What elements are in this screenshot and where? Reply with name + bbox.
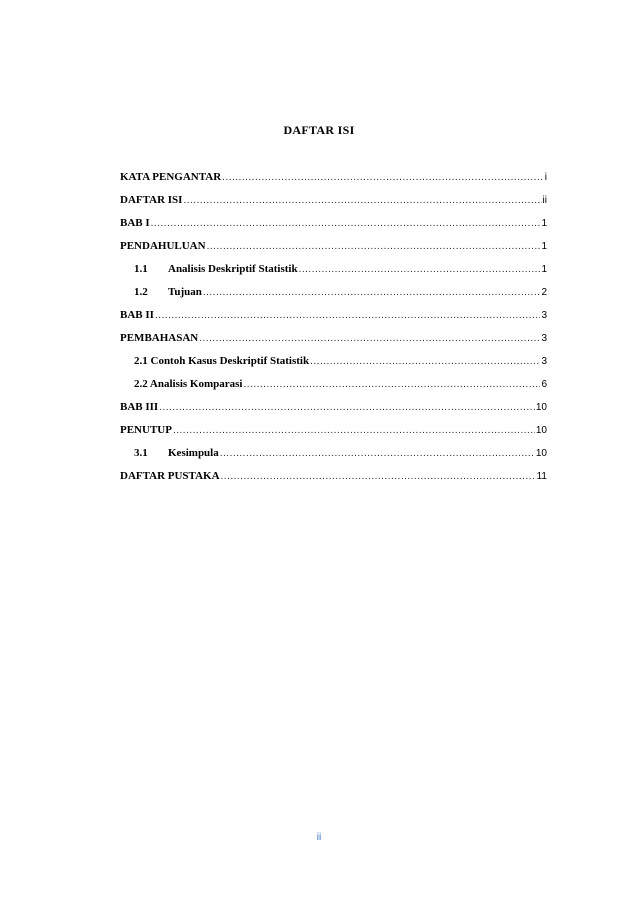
toc-entry-number: 1.1 [134,263,148,275]
toc-entry[interactable] [120,309,547,332]
toc-entry-label: PENDAHULUAN [120,240,206,252]
toc-entry-label: KATA PENGANTAR [120,171,222,183]
dot-leader [173,425,535,436]
toc-entry-page: 10 [535,448,547,459]
dot-leader [222,172,544,183]
dot-leader [151,218,541,229]
toc-entry-page: 6 [541,379,547,390]
toc-entry-label: DAFTAR ISI [120,194,183,206]
toc-entry-page: 3 [541,310,547,321]
toc-entry-page: 10 [535,425,547,436]
dot-leader [183,195,541,206]
toc-entry-label: Analisis Deskriptif Statistik [168,263,298,275]
toc-entry-page: ii [542,195,547,206]
toc-entry[interactable] [120,194,547,217]
dot-leader [299,264,541,275]
dot-leader [220,448,535,459]
toc-entry[interactable] [120,217,547,240]
toc-entry[interactable] [120,355,547,378]
toc-entry[interactable] [120,263,547,286]
toc-entry-label: DAFTAR PUSTAKA [120,470,220,482]
dot-leader [159,402,535,413]
table-of-contents [120,171,547,493]
toc-entry-label: PENUTUP [120,424,172,436]
toc-entry[interactable] [120,240,547,263]
toc-entry-page: 10 [535,402,547,413]
toc-entry-page: 1 [541,241,547,252]
toc-entry-label: 2.1 Contoh Kasus Deskriptif Statistik [134,355,310,367]
toc-entry[interactable] [120,171,547,194]
toc-entry-label: 2.2 Analisis Komparasi [134,378,243,390]
page-title: DAFTAR ISI [283,123,355,137]
dot-leader [244,379,541,390]
toc-entry-page: 1 [541,218,547,229]
toc-entry-label: PEMBAHASAN [120,332,199,344]
dot-leader [199,333,540,344]
toc-entry-page: 3 [541,356,547,367]
toc-entry[interactable] [120,286,547,309]
toc-entry[interactable] [120,447,547,470]
toc-entry-label: BAB II [120,309,154,321]
page-number-footer: ii [316,832,322,843]
dot-leader [155,310,541,321]
dot-leader [310,356,540,367]
toc-entry[interactable] [120,401,547,424]
dot-leader [207,241,541,252]
toc-entry-label: BAB I [120,217,150,229]
dot-leader [203,287,541,298]
toc-entry[interactable] [120,332,547,355]
toc-entry-page: 1 [541,264,547,275]
toc-entry-page: 2 [541,287,547,298]
toc-entry-number: 3.1 [134,447,148,459]
toc-entry-label: Tujuan [168,286,202,298]
dot-leader [221,471,536,482]
toc-entry-page: i [544,172,547,183]
toc-entry-label: BAB III [120,401,159,413]
toc-entry-page: 3 [541,333,547,344]
toc-entry-label: Kesimpula [168,447,219,459]
toc-entry[interactable] [120,470,547,493]
toc-entry-page: 11 [536,471,547,482]
toc-entry[interactable] [120,424,547,447]
toc-entry[interactable] [120,378,547,401]
toc-entry-number: 1.2 [134,286,148,298]
